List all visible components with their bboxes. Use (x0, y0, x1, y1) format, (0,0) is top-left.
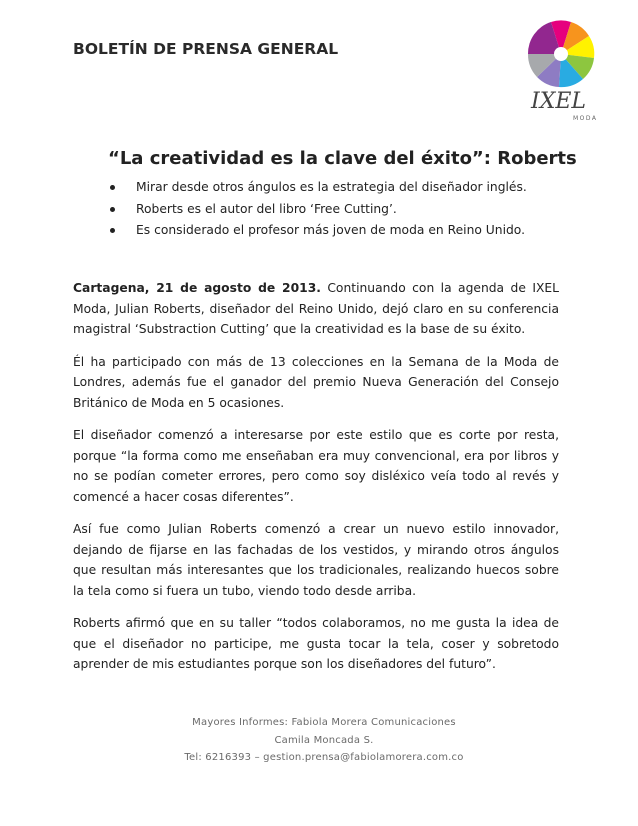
logo-subtext: MODA (573, 115, 598, 122)
summary-bullet-list (110, 177, 527, 242)
paragraph-1 (73, 278, 559, 340)
bullet-item: Es considerado el profesor más joven de moda en Reino Unido. (110, 220, 527, 242)
paragraph-3: El diseñador comenzó a interesarse por este estilo que es corte por resta, porque “la forma como me enseñaban era muy convencional, era por libros y no se podían cometer errores, pero como soy disléxico veía todo al revés y comencé a hacer cosas diferentes”. (73, 428, 559, 504)
headline: “La creatividad es la clave del éxito”: Roberts (108, 148, 577, 169)
dateline: Cartagena, 21 de agosto de 2013. (73, 281, 321, 295)
footer-line-info: Mayores Informes: Fabiola Morera Comunicaciones (192, 717, 456, 728)
footer-contact (0, 714, 638, 767)
article-body (73, 278, 559, 687)
paragraph-1-text: Continuando con la agenda de IXEL Moda, Julian Roberts, diseñador del Reino Unido, dejó claro en su conferencia magistral ‘Substraction Cutting’ que la creatividad es la base de su éxito. (73, 281, 559, 336)
document-header-title: BOLETÍN DE PRENSA GENERAL (73, 40, 339, 58)
paragraph-4: Así fue como Julian Roberts comenzó a crear un nuevo estilo innovador, dejando de fijarse en las fachadas de los vestidos, y mirando otros ángulos que resultan más interesantes que los tradicionales, realizando huecos sobre la tela como si fuera un tubo, viendo todo desde arriba. (73, 522, 559, 598)
bullet-item: Mirar desde otros ángulos es la estrategia del diseñador inglés. (110, 177, 527, 199)
ixel-moda-logo (515, 14, 607, 126)
paragraph-5: Roberts afirmó que en su taller “todos colaboramos, no me gusta la idea de que el diseñador no participe, me gusta tocar la tela, coser y sobretodo aprender de mis estudiantes porque son los diseñadores del futuro”. (73, 616, 559, 671)
logo-wordmark: IXEL (531, 89, 587, 114)
bullet-item: Roberts es el autor del libro ‘Free Cutting’. (110, 199, 527, 221)
footer-line-phone-email: Tel: 6216393 – gestion.prensa@fabiolamorera.com.co (184, 752, 464, 763)
footer-line-contact-name: Camila Moncada S. (274, 734, 374, 746)
paragraph-2: Él ha participado con más de 13 colecciones en la Semana de la Moda de Londres, además fue el ganador del premio Nueva Generación del Consejo Británico de Moda en 5 ocasiones. (73, 354, 559, 410)
